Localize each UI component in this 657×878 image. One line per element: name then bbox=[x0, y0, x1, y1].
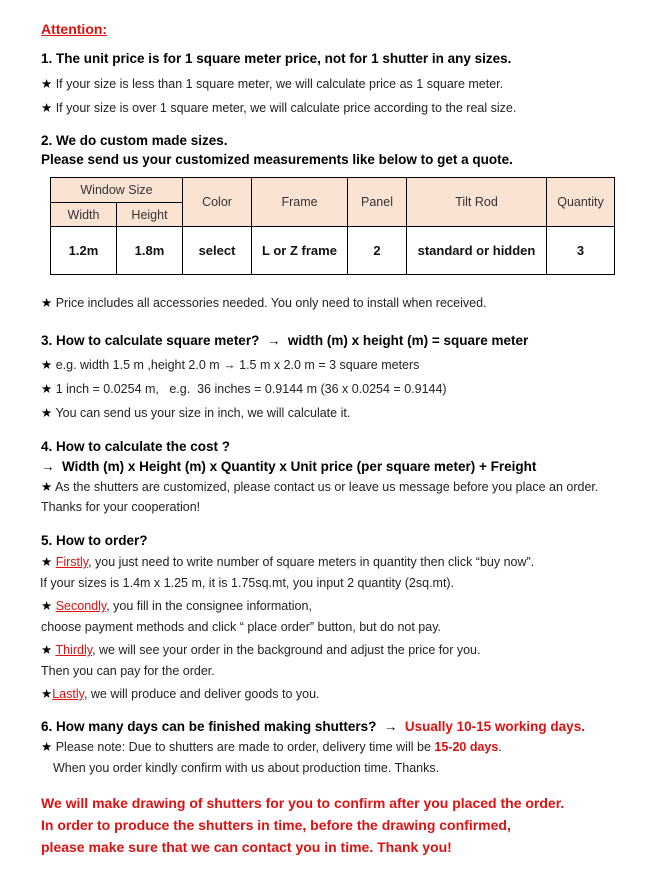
frame-header: Frame bbox=[252, 178, 348, 227]
star-icon: ★ bbox=[41, 358, 53, 372]
section-4-thanks: Thanks for your cooperation! bbox=[41, 500, 201, 514]
star-icon: ★ bbox=[41, 296, 53, 310]
step-lastly: ★Lastly, we will produce and deliver goods to you. bbox=[41, 687, 320, 701]
section-3-bullet-2: ★ 1 inch = 0.0254 m, e.g. 36 inches = 0.9144 m (36 x 0.0254 = 0.9144) bbox=[41, 382, 447, 396]
step-thirdly-line-2: Then you can pay for the order. bbox=[41, 664, 215, 678]
measurement-table bbox=[50, 177, 615, 275]
section-2-heading: 2. We do custom made sizes. bbox=[41, 133, 228, 148]
footer-line-3: please make sure that we can contact you in time. Thank you! bbox=[41, 839, 452, 855]
star-icon: ★ bbox=[41, 480, 53, 494]
production-time: Usually 10-15 working days. bbox=[404, 719, 585, 734]
section-1-bullet-1: ★ If your size is less than 1 square meter, we will calculate price as 1 square meter. bbox=[41, 77, 504, 91]
step-secondly: ★ Secondly, you fill in the consignee information, bbox=[41, 599, 312, 613]
color-header: Color bbox=[183, 178, 252, 227]
footer-line-1: We will make drawing of shutters for you to confirm after you placed the order. bbox=[41, 795, 565, 811]
secondly-label: Secondly bbox=[55, 599, 107, 613]
thirdly-label: Thirdly bbox=[55, 643, 93, 657]
tilt-rod-header: Tilt Rod bbox=[407, 178, 547, 227]
right-arrow-icon: → bbox=[266, 333, 281, 348]
tilt-rod-cell: standard or hidden bbox=[407, 227, 547, 275]
panel-cell: 2 bbox=[348, 227, 407, 275]
window-size-header: Window Size bbox=[51, 178, 183, 203]
star-icon: ★ bbox=[41, 101, 53, 115]
lastly-label: Lastly bbox=[52, 687, 84, 701]
width-header: Width bbox=[51, 203, 117, 227]
frame-cell: L or Z frame bbox=[252, 227, 348, 275]
step-firstly: ★ Firstly, you just need to write number of square meters in quantity then click “buy now”. bbox=[41, 555, 535, 569]
star-icon: ★ bbox=[41, 77, 53, 91]
quantity-header: Quantity bbox=[547, 178, 615, 227]
footer-line-2: In order to produce the shutters in time, before the drawing confirmed, bbox=[41, 817, 511, 833]
quantity-cell: 3 bbox=[547, 227, 615, 275]
star-icon: ★ bbox=[41, 740, 53, 754]
right-arrow-icon: → bbox=[383, 719, 398, 734]
section-2-subheading: Please send us your customized measurements like below to get a quote. bbox=[41, 152, 513, 167]
section-3-bullet-3: ★ You can send us your size in inch, we will calculate it. bbox=[41, 406, 351, 420]
section-1-heading: 1. The unit price is for 1 square meter price, not for 1 shutter in any sizes. bbox=[41, 51, 512, 66]
width-cell: 1.2m bbox=[51, 227, 117, 275]
section-3-heading: 3. How to calculate square meter? → width (m) x height (m) = square meter bbox=[41, 333, 529, 348]
star-icon: ★ bbox=[41, 382, 53, 396]
star-icon: ★ bbox=[41, 687, 53, 701]
step-thirdly: ★ Thirdly, we will see your order in the background and adjust the price for you. bbox=[41, 643, 481, 657]
height-cell: 1.8m bbox=[117, 227, 183, 275]
attention-title: Attention: bbox=[41, 21, 108, 37]
order-example: If your sizes is 1.4m x 1.25 m, it is 1.75sq.mt, you input 2 quantity (2sq.mt). bbox=[40, 576, 455, 590]
section-6-heading: 6. How many days can be finished making shutters? → Usually 10-15 working days. bbox=[41, 719, 585, 734]
star-icon: ★ bbox=[41, 599, 53, 613]
section-3-bullet-1: ★ e.g. width 1.5 m ,height 2.0 m → 1.5 m x 2.0 m = 3 square meters bbox=[41, 358, 420, 372]
section-6-note: ★ Please note: Due to shutters are made to order, delivery time will be 15-20 days. bbox=[41, 740, 502, 754]
step-secondly-line-2: choose payment methods and click “ place order” button, but do not pay. bbox=[41, 620, 441, 634]
section-4-bullet-1: ★ As the shutters are customized, please contact us or leave us message before you place an order. bbox=[41, 480, 599, 494]
color-cell: select bbox=[183, 227, 252, 275]
section-5-heading: 5. How to order? bbox=[41, 533, 148, 548]
right-arrow-icon: → bbox=[41, 459, 55, 474]
section-4-formula: → Width (m) x Height (m) x Quantity x Unit price (per square meter) + Freight bbox=[41, 459, 537, 474]
star-icon: ★ bbox=[41, 643, 53, 657]
star-icon: ★ bbox=[41, 406, 53, 420]
height-header: Height bbox=[117, 203, 183, 227]
star-icon: ★ bbox=[41, 555, 53, 569]
section-4-heading: 4. How to calculate the cost ? bbox=[41, 439, 231, 454]
panel-header: Panel bbox=[348, 178, 407, 227]
firstly-label: Firstly bbox=[55, 555, 89, 569]
section-6-line-2: When you order kindly confirm with us about production time. Thanks. bbox=[53, 761, 440, 775]
delivery-days: 15-20 days bbox=[434, 740, 499, 754]
section-1-bullet-2: ★ If your size is over 1 square meter, we will calculate price according to the real size. bbox=[41, 101, 517, 115]
section-2-note: ★ Price includes all accessories needed. You only need to install when received. bbox=[41, 296, 487, 310]
